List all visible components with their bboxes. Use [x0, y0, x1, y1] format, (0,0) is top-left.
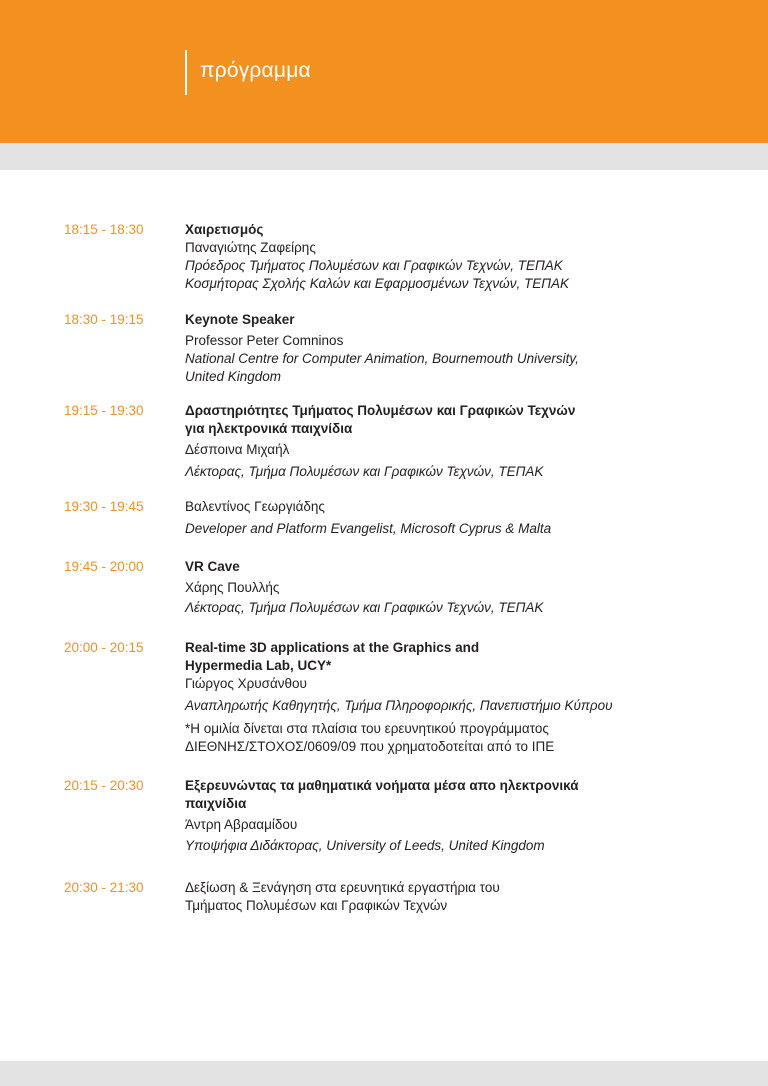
entry-time: 20:30 - 21:30 [64, 880, 144, 895]
entry-role: National Centre for Computer Animation, Bournemouth University, [185, 351, 579, 366]
entry-title: Εξερευνώντας τα μαθηματικά νοήματα μέσα απο ηλεκτρονικά [185, 778, 579, 793]
entry-time: 20:00 - 20:15 [64, 640, 144, 655]
entry-role: Κοσμήτορας Σχολής Καλών και Εφαρμοσμένων Τεχνών, ΤΕΠΑΚ [185, 276, 569, 291]
entry-title: VR Cave [185, 559, 240, 574]
header-divider [185, 50, 187, 95]
entry-time: 19:45 - 20:00 [64, 559, 144, 574]
entry-time: 18:15 - 18:30 [64, 222, 144, 237]
entry-text: Δεξίωση & Ξενάγηση στα ερευνητικά εργαστήρια του [185, 880, 500, 895]
entry-time: 19:15 - 19:30 [64, 403, 144, 418]
entry-title: παιχνίδια [185, 796, 247, 811]
entry-speaker: Professor Peter Comninos [185, 333, 344, 348]
entry-title: για ηλεκτρονικά παιχνίδια [185, 421, 353, 436]
entry-speaker: Παναγιώτης Ζαφείρης [185, 240, 316, 255]
top-band [0, 143, 768, 170]
entry-role: Πρόεδρος Τμήματος Πολυμέσων και Γραφικών Τεχνών, ΤΕΠΑΚ [185, 258, 563, 273]
entry-text: Τμήματος Πολυμέσων και Γραφικών Τεχνών [185, 898, 448, 913]
entry-note: *Η ομιλία δίνεται στα πλαίσια του ερευνητικού προγράμματος [185, 721, 549, 736]
bottom-band [0, 1061, 768, 1086]
entry-title: Hypermedia Lab, UCY* [185, 658, 332, 673]
entry-role: Υποψήφια Διδάκτορας, University of Leeds, United Kingdom [185, 838, 545, 853]
entry-time: 20:15 - 20:30 [64, 778, 144, 793]
entry-title: Χαιρετισμός [185, 222, 264, 237]
entry-role: United Kingdom [185, 369, 282, 384]
header-banner [0, 0, 768, 143]
entry-role: Αναπληρωτής Καθηγητής, Τμήμα Πληροφορικής, Πανεπιστήμιο Κύπρου [185, 698, 613, 713]
entry-speaker: Δέσποινα Μιχαήλ [185, 442, 290, 457]
entry-speaker: Βαλεντίνος Γεωργιάδης [185, 499, 325, 514]
entry-role: Developer and Platform Evangelist, Microsoft Cyprus & Malta [185, 521, 552, 536]
entry-title: Keynote Speaker [185, 312, 295, 327]
entry-role: Λέκτορας, Τμήμα Πολυμέσων και Γραφικών Τεχνών, ΤΕΠΑΚ [185, 600, 544, 615]
entry-time: 18:30 - 19:15 [64, 312, 144, 327]
entry-speaker: Άντρη Αβρααμίδου [185, 817, 298, 832]
entry-title: Δραστηριότητες Τμήματος Πολυμέσων και Γραφικών Τεχνών [185, 403, 576, 418]
entry-speaker: Γιώργος Χρυσάνθου [185, 676, 307, 691]
entry-role: Λέκτορας, Τμήμα Πολυμέσων και Γραφικών Τεχνών, ΤΕΠΑΚ [185, 464, 544, 479]
entry-title: Real-time 3D applications at the Graphics and [185, 640, 480, 655]
entry-time: 19:30 - 19:45 [64, 499, 144, 514]
entry-speaker: Χάρης Πουλλής [185, 580, 280, 595]
page-title: πρόγραμμα [200, 59, 311, 82]
entry-note: ΔΙΕΘΝΗΣ/ΣΤΟΧΟΣ/0609/09 που χρηματοδοτείται από το ΙΠΕ [185, 739, 555, 754]
